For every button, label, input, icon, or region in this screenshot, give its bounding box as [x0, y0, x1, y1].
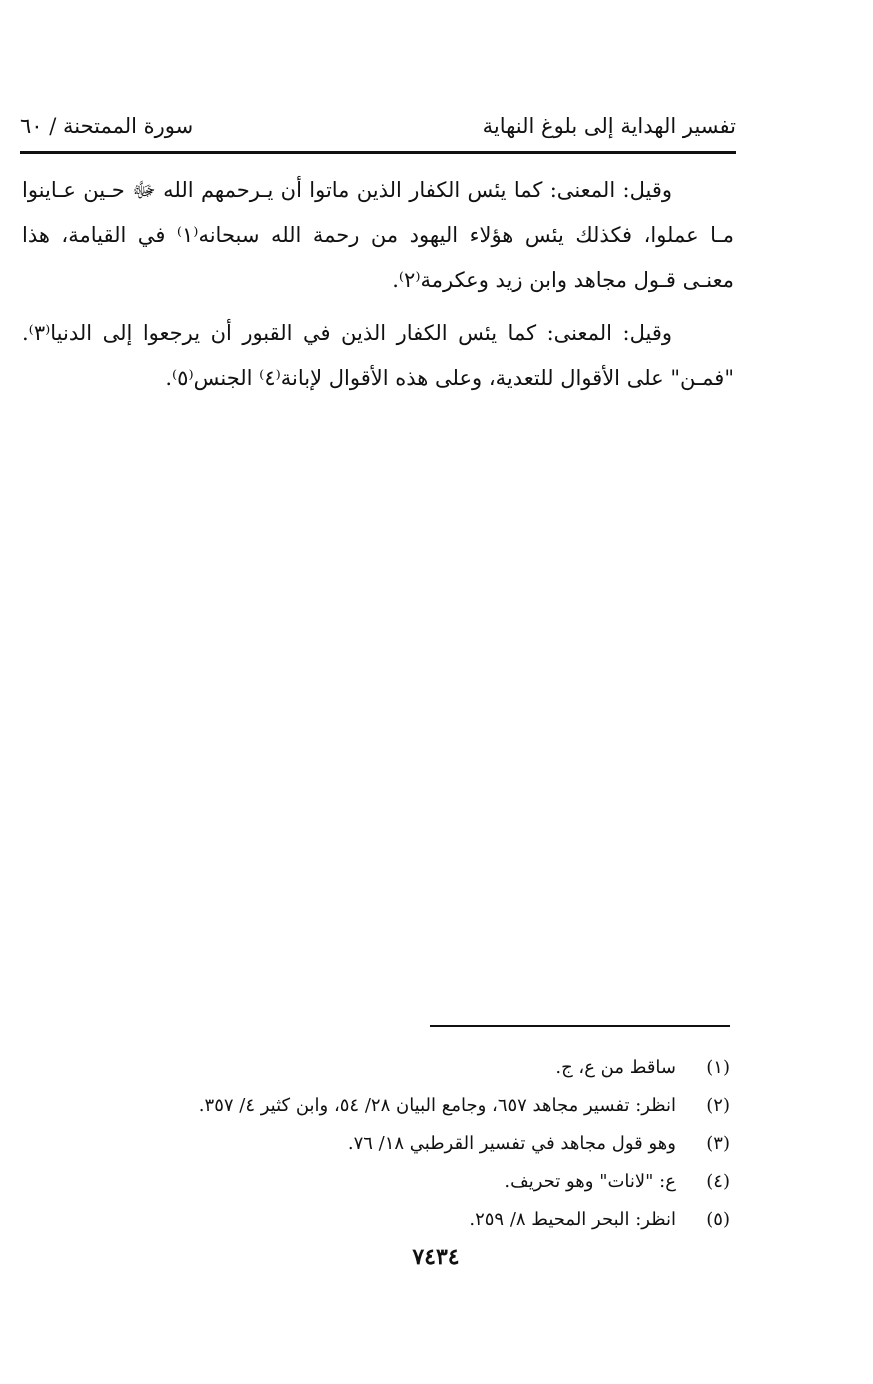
main-text: [22, 168, 734, 401]
header-divider: [20, 151, 736, 154]
footnotes: [150, 1049, 730, 1239]
paragraph: وقيل: المعنى: كما يئس الكفار الذين ماتوا أن يـرحمهم الله ﷻ حـين عـاينوا مـا عملوا، فكذلك يئس هؤلاء اليهود من رحمة الله سبحانه⁽١⁾ في القيامة، هذا معنـى قـول مجاهد وابن زيد وعكرمة⁽٢⁾.: [22, 178, 734, 292]
footnote-number: (١): [706, 1057, 730, 1078]
footnote-number: (٣): [706, 1133, 730, 1154]
footnote-number: (٥): [706, 1209, 730, 1230]
footnote-divider: [430, 1025, 730, 1027]
footnote-number: (٢): [706, 1095, 730, 1116]
footnote-text: وهو قول مجاهد في تفسير القرطبي ١٨/ ٧٦.: [347, 1133, 676, 1154]
footnote-text: ساقط من ع، ج.: [555, 1057, 676, 1078]
running-header: [20, 108, 736, 144]
footnote: [150, 1087, 730, 1125]
book-title: تفسير الهداية إلى بلوغ النهاية: [482, 114, 736, 138]
footnote-number: (٤): [706, 1171, 730, 1192]
footnote-text: ع: "لانات" وهو تحريف.: [504, 1171, 676, 1192]
footnote: [150, 1125, 730, 1163]
footnote: [150, 1049, 730, 1087]
footnote: [150, 1201, 730, 1239]
page-number: ٧٤٣٤: [412, 1244, 460, 1270]
surah-page-label: سورة الممتحنة / ٦٠: [20, 114, 194, 138]
paragraph: وقيل: المعنى: كما يئس الكفار الذين في القبور أن يرجعوا إلى الدنيا⁽٣⁾. "فمـن" على الأقوال للتعدية، وعلى هذه الأقوال لإبانة⁽٤⁾ الجنس⁽٥⁾.: [22, 321, 734, 390]
footnote: [150, 1163, 730, 1201]
footnote-text: انظر: تفسير مجاهد ٦٥٧، وجامع البيان ٢٨/ ٥٤، وابن كثير ٤/ ٣٥٧.: [198, 1095, 676, 1116]
footnote-text: انظر: البحر المحيط ٨/ ٢٥٩.: [469, 1209, 676, 1230]
